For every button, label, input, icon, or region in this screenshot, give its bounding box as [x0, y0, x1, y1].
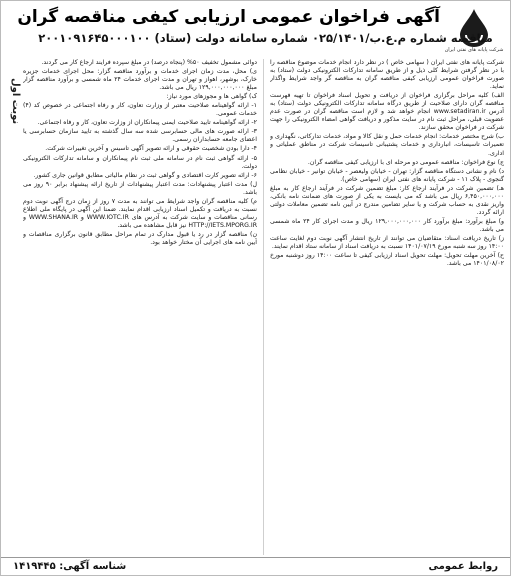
public-relations-label: روابط عمومی [428, 561, 498, 572]
paragraph: ۶- ارائه تصویر کارت اقتصادی و گواهی ثبت در نظام مالیاتی مطابق قوانین جاری کشور. [33, 171, 257, 179]
paragraph: ج) نوع فراخوان: مناقصه عمومی دو مرحله ای با ارزیابی کیفی مناقصه گران. [307, 158, 504, 166]
notice-body [23, 59, 504, 555]
paragraph: ۲- ارائه گواهینامه تایید صلاحیت ایمنی پیمانکاران از وزارت تعاون، کار و رفاه اجتماعی. [37, 119, 257, 127]
ad-id: شناسه آگهی: ۱۴۱۹۴۴۵ [13, 561, 127, 572]
paragraph: ز) تاریخ دریافت اسناد: متقاضیان می توانند از تاریخ انتشار آگهی نوبت دوم لغایت ساعت ۱۴:۰۰ روز سه شنبه مورخ ۱۴۰۱/۰۷/۱۹ نسبت به دریافت اسناد از سامانه ستاد اقدام نمایند. [270, 234, 504, 251]
paragraph: ۱- ارائه گواهینامه صلاحیت معتبر از وزارت تعاون، کار و رفاه اجتماعی در خصوص کد (۴) خدمات عمومی. [23, 102, 257, 118]
paragraph: ۵- ارائه گواهی ثبت نام در سامانه ملی ثبت نام پیمانکاران و سامانه تدارکات الکترونیکی دولت. [23, 154, 257, 170]
paragraph: الف) کلیه مراحل برگزاری فراخوان از دریافت و تحویل اسناد فراخوان تا تهیه فهرست مناقصه گران دارای صلاحیت از طریق درگاه سامانه تدارکات الکترونیکی دولت (ستاد) به آدرس www.setadiran.ir انجام خواهد شد و لازم است مناقصه گران در صورت عدم عضویت قبلی، مراحل ثبت نام در سایت مذکور و دریافت گواهی امضاء الکترونیکی را جهت شرکت در فراخوان محقق سازند. [270, 92, 504, 132]
paragraph: ۴- دارا بودن شخصیت حقوقی و ارائه تصویر آگهی تاسیس و آخرین تغییرات شرکت. [45, 145, 257, 153]
paragraph: ح) آخرین مهلت تحویل: مهلت تحویل اسناد ارزیابی کیفی تا ساعت ۱۴:۰۰ روز دوشنبه مورخ ۱۴۰۱/۰۸/۰۲ می باشد. [270, 252, 504, 268]
paragraph: م) کلیه مناقصه گران واجد شرایط می توانند به مدت ۷ روز از زمان درج آگهی نوبت دوم نسبت به دریافت و تکمیل اسناد ارزیابی اقدام نمایند. ضمنا این آگهی در پایگاه ملی اطلاع رسانی مناقصات و سایت شرکت به آدرس های WWW.IOTC.IR و WWW.SHANA.IR و HTTP://IETS.MPORG.IR نیز قابل مشاهده می باشد. [23, 197, 257, 229]
paragraph: ک) گواهی ها و مجوزهای مورد نیاز: [166, 93, 257, 101]
paragraph: ن) مناقصه گزار در رد یا قبول مدارک در تمام مراحل مطابق قانون برگزاری مناقصات و آیین نامه های اجرایی آن مختار خواهد بود. [23, 230, 257, 246]
paragraph: شرکت پایانه های نفتی ایران ( سهامی خاص ) در نظر دارد انجام خدمات موضوع مناقصه را با در نظر گرفتن شرایط کلی ذیل و از طریق سامانه تدارکات الکترونیکی دولت (ستاد) به صورت فراخوان عمومی ارزیابی کیفی مناقصه گران به مناقصه گر واجد شرایط واگذار نماید. [270, 59, 504, 91]
paragraph: ب) شرح مختصر خدمات: انجام خدمات حمل و نقل کالا و مواد، خدمات تدارکاتی، نگهداری و تعمیرات تاسیسات، انبارداری و خدمات پشتیبانی تاسیسات شرکت در مناطق عملیاتی و اداری. [270, 133, 504, 157]
round-label: نوبت اول [10, 77, 21, 125]
paragraph: د) نام و نشانی دستگاه مناقصه گزار: تهران - خیابان ولیعصر - خیابان توانیر - خیابان نظامی گنجوی - پلاک ۱۱ - شرکت پایانه های نفتی ایران (سهامی خاص). [270, 167, 504, 183]
notice-title: آگهی فراخوان عمومی ارزیابی کیفی مناقصه گران [17, 7, 440, 27]
paragraph: دوائی مشمول تخفیف ۵۰% (پنجاه درصد) در مبلغ سپرده فرآیند ارجاع کار می گردند. [41, 59, 257, 66]
paragraph: ی) محل، مدت زمان اجرای خدمات و برآورد مناقصه گزار: محل اجرای خدمات جزیره خارک، بوشهر، اهواز و تهران و مدت اجرای خدمات ۲۴ ماه شمسی و برآورد مناقصه گزار مبلغ ۱۲۹,۰۰۰,۰۰۰,۰۰۰ ریال می باشد. [23, 68, 257, 92]
left-column [23, 59, 257, 555]
notice-footer [1, 557, 510, 575]
logo-caption: شرکت پایانه های نفتی ایران [444, 47, 504, 53]
right-column [270, 59, 504, 555]
paragraph: ل) مدت اعتبار پیشنهادات: مدت اعتبار پیشنهادات از تاریخ ارائه پیشنهاد برابر ۹۰ روز می باشد. [23, 180, 257, 196]
notice-header [1, 1, 510, 61]
tender-number: مناقصه شماره م.ع.ب/۰۲۵/۱۴۰۱ شماره سامانه دولت (ستاد) ۲۰۰۱۰۹۱۶۴۵۰۰۰۱۰۰ [38, 31, 493, 45]
column-divider [263, 59, 264, 555]
paragraph: و) مبلغ برآورد: مبلغ برآورد کار ۱۲۹,۰۰۰,۰۰۰,۰۰۰ ریال و مدت اجرای کار ۲۴ ماه شمسی می باشد. [270, 217, 504, 233]
paragraph: ۳- ارائه صورت های مالی حسابرسی شده سه سال گذشته به تایید سازمان حسابرسی یا اعضای جامعه حسابداران رسمی. [23, 128, 257, 144]
paragraph: هـ) تضمین شرکت در فرآیند ارجاع کار: مبلغ تضمین شرکت در فرآیند ارجاع کار به مبلغ ۶,۴۵۰,۰۰۰,۰۰۰ ریال می باشد که می بایست به یکی از صورت های ضمانت نامه بانکی، واریز نقدی به حساب شرکت و یا سایر تضامین مندرج در آیین نامه تضمین معاملات دولتی ارائه گردد. [270, 184, 504, 216]
